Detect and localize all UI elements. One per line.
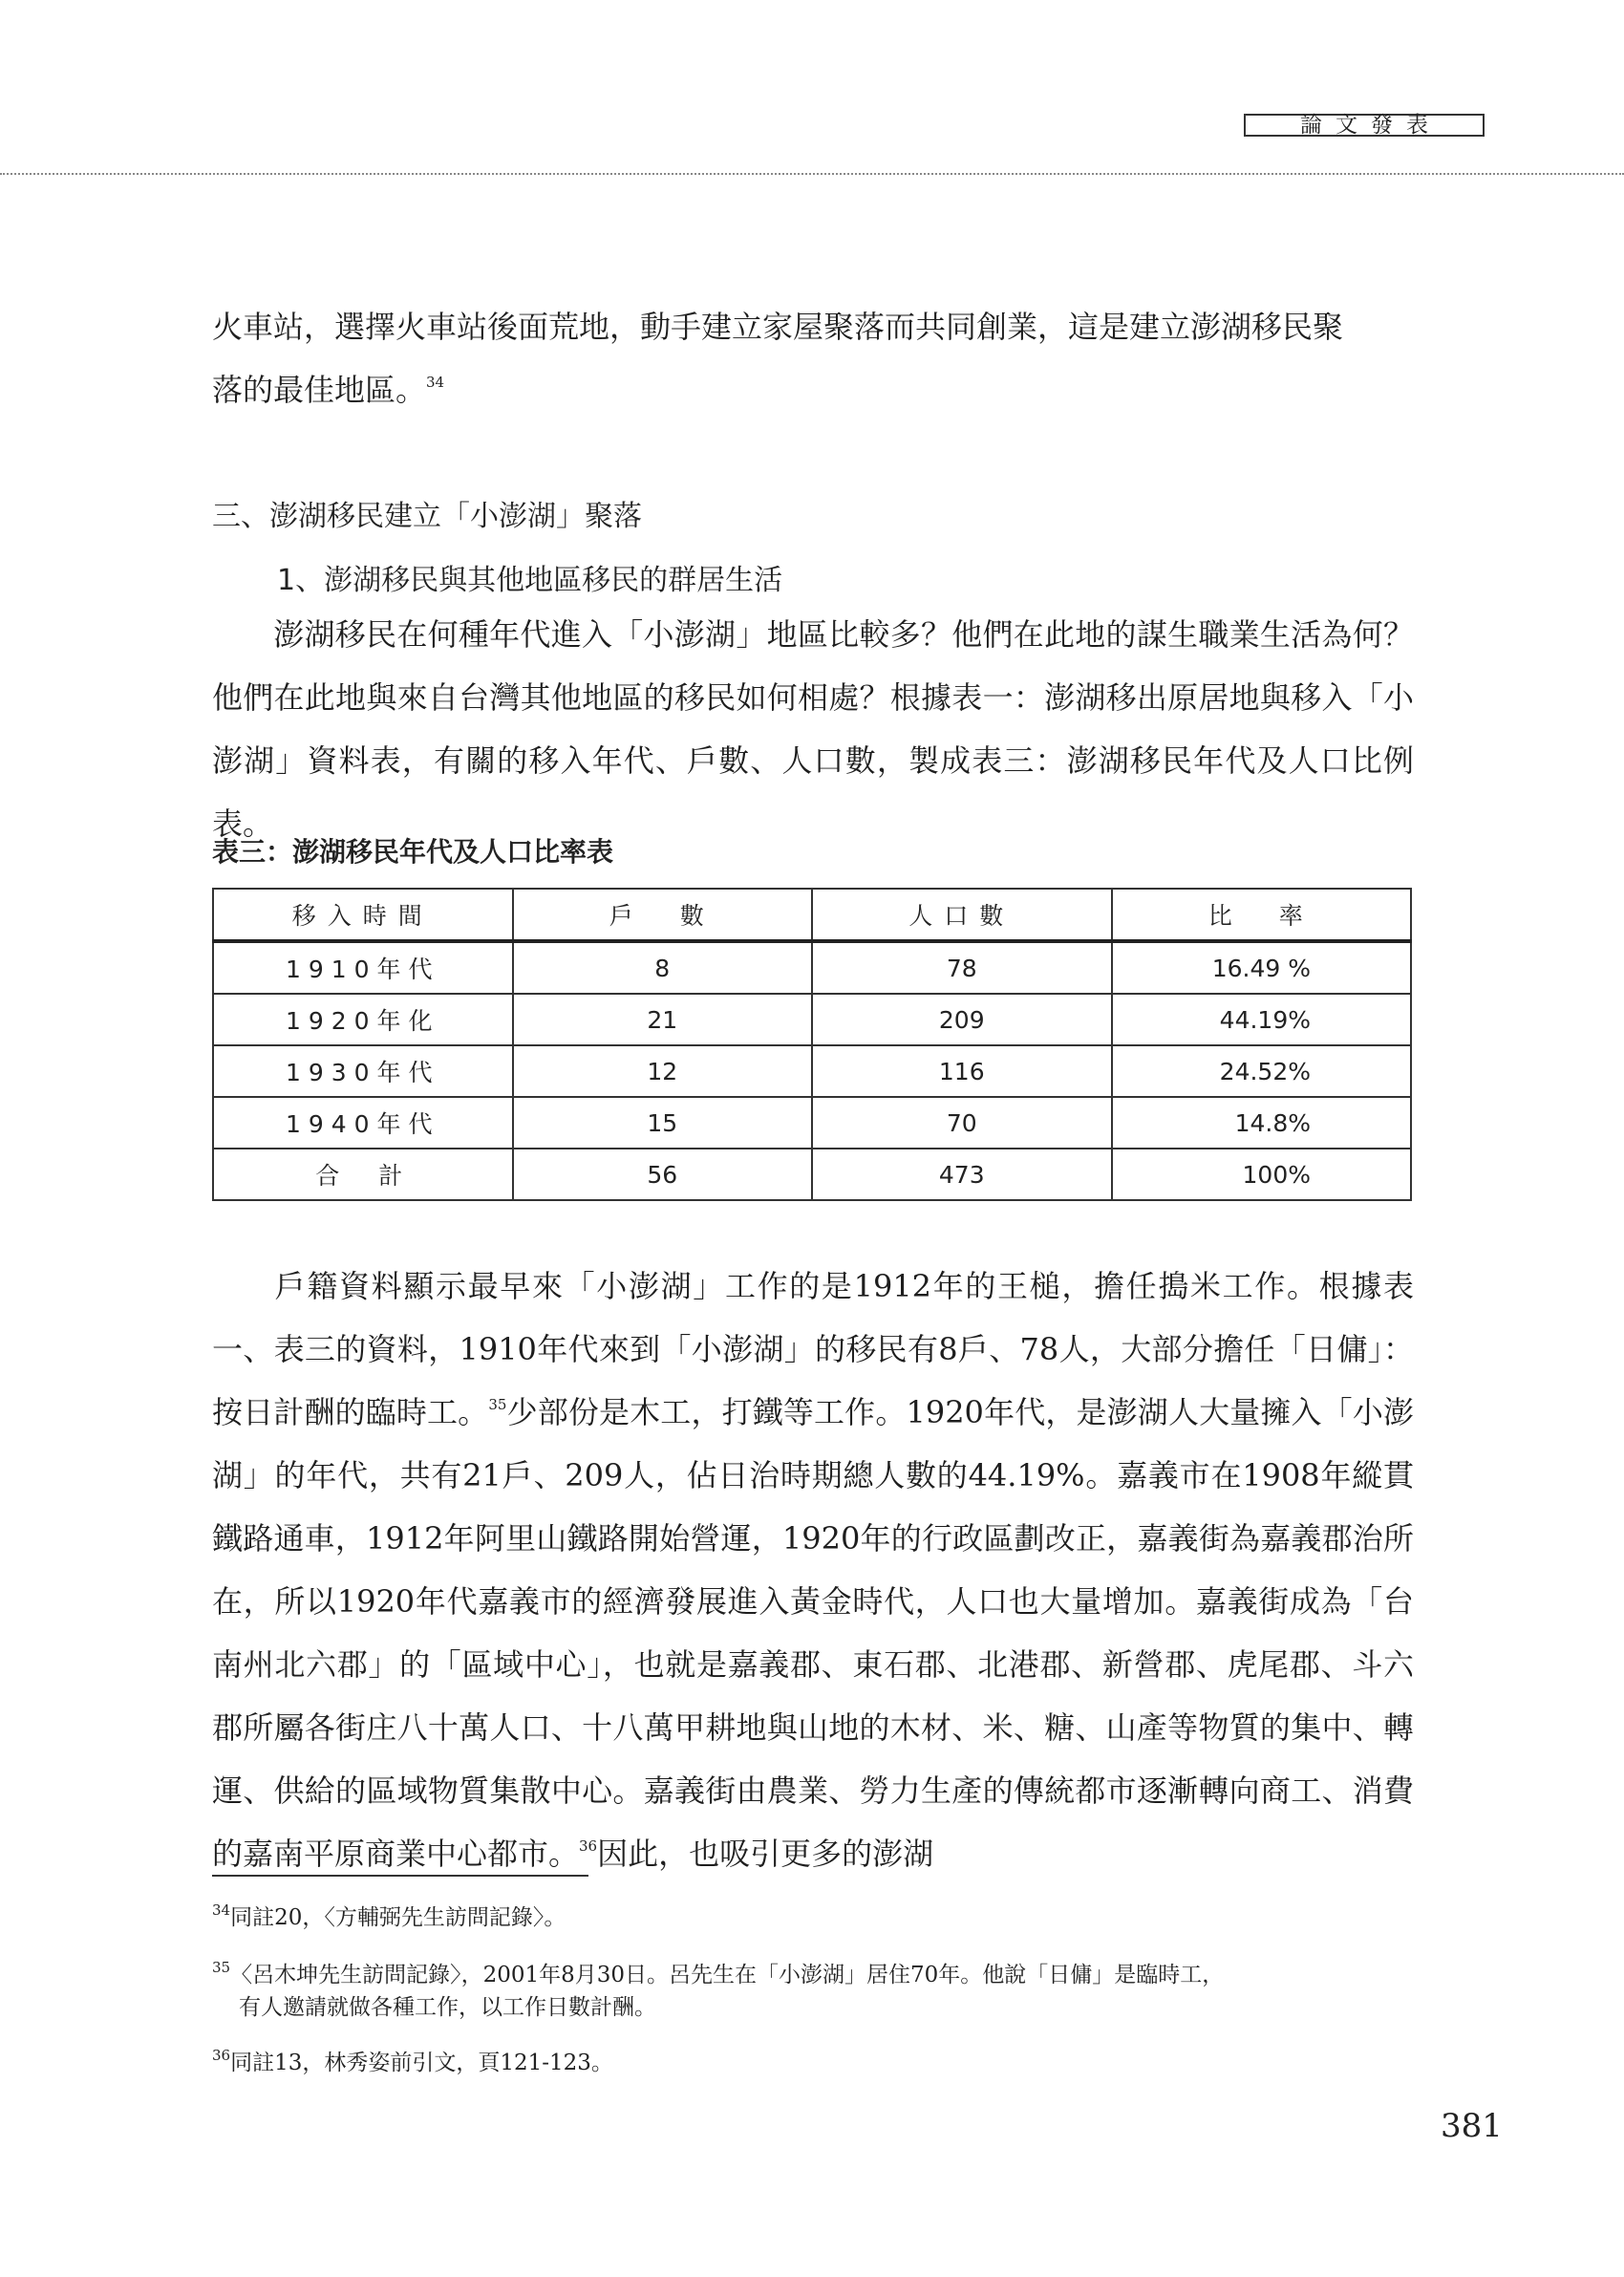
paragraph-intro [212, 603, 1414, 855]
cell-households: 21 [513, 994, 813, 1045]
paragraph-text: 澎湖移民在何種年代進入「小澎湖」地區比較多？他們在此地的謀生職業生活為何？他們在此地與來自台灣其他地區的移民如何相處？根據表一：澎湖移出原居地與移入「小澎湖」資料表，有關的移入年代、戶數、人口數，製成表三：澎湖移民年代及人口比例表。 [212, 616, 1414, 842]
footnote-text: 同註20，〈方輔弼先生訪問記錄〉。 [230, 1905, 566, 1930]
cell-period: 1910年代 [213, 941, 513, 994]
table-row [213, 1045, 1411, 1097]
migration-table [212, 888, 1412, 1201]
footnote-number: 35 [212, 1959, 231, 1976]
table-row [213, 941, 1411, 994]
running-header-section-label: 論文發表 [1244, 114, 1485, 137]
footnote-35 [212, 1959, 1425, 2024]
cell-households: 12 [513, 1045, 813, 1097]
paragraph-analysis [212, 1255, 1414, 1885]
cell-period: 1940年代 [213, 1097, 513, 1149]
paragraph-text: 落的最佳地區。 [212, 372, 427, 408]
cell-population: 78 [812, 941, 1112, 994]
subsection-heading: 1、澎湖移民與其他地區移民的群居生活 [277, 564, 783, 597]
header-dotted-rule [0, 173, 1624, 175]
cell-total-label: 合 計 [213, 1149, 513, 1200]
cell-rate: 100% [1112, 1149, 1412, 1200]
cell-households: 15 [513, 1097, 813, 1149]
paragraph-text: 因此，也吸引更多的澎湖 [597, 1836, 934, 1872]
header-rate: 比 率 [1112, 889, 1412, 941]
footnote-text-continued: 有人邀請就做各種工作，以工作日數計酬。 [239, 1995, 656, 2020]
cell-rate: 24.52% [1112, 1045, 1412, 1097]
table-row [213, 1097, 1411, 1149]
cell-population: 209 [812, 994, 1112, 1045]
footnote-text: 同註13，林秀姿前引文，頁121-123。 [230, 2051, 613, 2075]
cell-period: 1920年化 [213, 994, 513, 1045]
footnote-36 [212, 2047, 1425, 2079]
footnote-ref[interactable]: 36 [579, 1837, 598, 1855]
cell-rate: 16.49 % [1112, 941, 1412, 994]
paragraph-text: 戶籍資料顯示最早來「小澎湖」工作的是1912年的王槌，擔任搗米工作。根據表一、表三的資料，1910年代來到「小澎湖」的移民有8戶、78人，大部分擔任「日傭」：按日計酬的臨時工。 [212, 1268, 1414, 1430]
section-heading: 三、澎湖移民建立「小澎湖」聚落 [212, 500, 642, 533]
page-number: 381 [1441, 2107, 1503, 2145]
header-population: 人口數 [812, 889, 1112, 941]
table-caption: 表三：澎湖移民年代及人口比率表 [212, 836, 614, 868]
footnote-number: 34 [212, 1901, 231, 1919]
cell-population: 116 [812, 1045, 1112, 1097]
footnote-ref[interactable]: 34 [426, 374, 445, 391]
cell-households: 56 [513, 1149, 813, 1200]
header-households: 戶 數 [513, 889, 813, 941]
table-total-row [213, 1149, 1411, 1200]
cell-population: 473 [812, 1149, 1112, 1200]
footnote-text: 〈呂木坤先生訪問記錄〉，2001年8月30日。呂先生在「小澎湖」居住70年。他說「日傭」是臨時工， [230, 1963, 1225, 1987]
footnote-34 [212, 1901, 1425, 1934]
paragraph-continuation [212, 295, 1414, 421]
table-row [213, 994, 1411, 1045]
cell-rate: 44.19% [1112, 994, 1412, 1045]
cell-households: 8 [513, 941, 813, 994]
cell-rate: 14.8% [1112, 1097, 1412, 1149]
cell-period: 1930年代 [213, 1045, 513, 1097]
footnote-number: 36 [212, 2047, 231, 2064]
table-header-row [213, 889, 1411, 941]
footnote-separator [212, 1875, 588, 1877]
paragraph-text: 少部份是木工，打鐵等工作。1920年代，是澎湖人大量擁入「小澎湖」的年代，共有21戶、209人，佔日治時期總人數的44.19%。嘉義市在1908年縱貫鐵路通車，1912年阿里山鐵路開始營運，1920年的行政區劃改正，嘉義街為嘉義郡治所在，所以1920年代嘉義市的經濟發展進入黃金時代，人口也大量增加。嘉義街成為「台南州北六郡」的「區域中心」，也就是嘉義郡、東石郡、北港郡、新營郡、虎尾郡、斗六郡所屬各街庄八十萬人口、十八萬甲耕地與山地的木材、米、糖、山產等物質的集中、轉運、供給的區域物質集散中心。嘉義街由農業、勞力生產的傳統都市逐漸轉向商工、消費的嘉南平原商業中心都市。 [212, 1394, 1414, 1872]
header-period: 移入時間 [213, 889, 513, 941]
cell-population: 70 [812, 1097, 1112, 1149]
footnote-ref[interactable]: 35 [488, 1396, 507, 1413]
paragraph-text: 火車站，選擇火車站後面荒地，動手建立家屋聚落而共同創業，這是建立澎湖移民聚 [212, 309, 1344, 345]
